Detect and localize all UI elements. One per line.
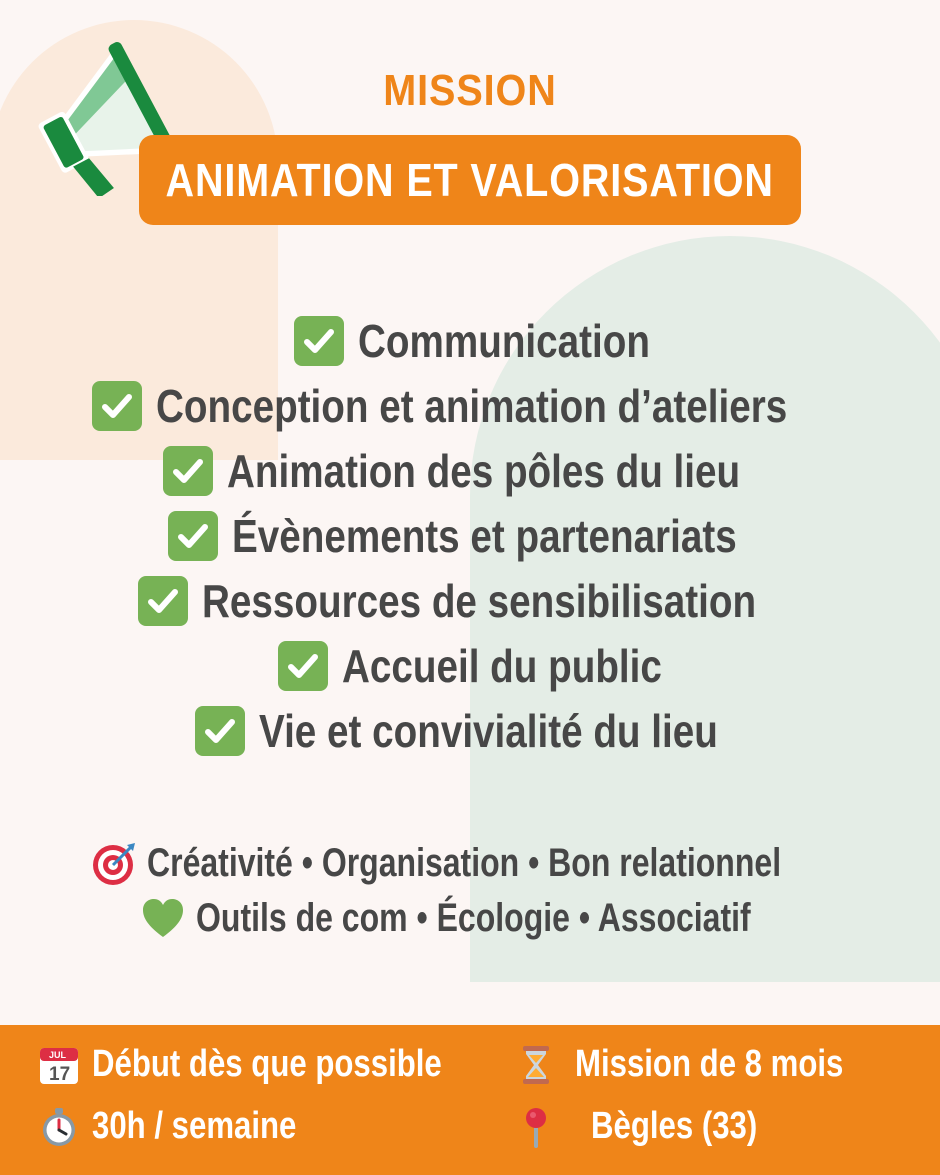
task-label: Ressources de sensibilisation [202,574,757,627]
check-mark-icon [294,316,344,366]
task-item [163,438,778,503]
task-item [195,698,745,763]
task-label: Conception et animation d’ateliers [156,379,788,432]
target-icon [91,841,137,887]
location-info [515,1105,794,1148]
check-mark-icon [92,381,142,431]
task-item [294,308,651,373]
start-info [38,1043,519,1086]
check-mark-icon [278,641,328,691]
green-heart-icon [140,896,186,942]
skills-interests: Outils de com • Écologie • Associatif [196,896,752,940]
task-label: Accueil du public [341,639,662,692]
task-item [138,568,802,633]
duration-info [515,1043,902,1086]
task-item [168,503,773,568]
pin-icon [515,1106,557,1148]
start-text: Début dès que possible [92,1043,442,1085]
hours-info [38,1105,341,1148]
task-label: Communication [358,314,651,367]
mission-title: ANIMATION ET VALORISATION [165,154,775,206]
hours-text: 30h / semaine [92,1105,297,1147]
check-mark-icon [195,706,245,756]
calendar-month: JUL [49,1049,67,1060]
mission-title-banner [139,135,801,225]
task-label: Vie et convivialité du lieu [258,704,718,757]
skills-line [91,836,850,891]
task-item [92,373,847,438]
task-item [278,633,663,698]
stopwatch-icon [38,1106,80,1148]
task-label: Évènements et partenariats [231,509,737,562]
task-label: Animation des pôles du lieu [226,444,740,497]
hourglass-icon [515,1044,557,1086]
skills-section [0,836,940,946]
location-text: Bègles (33) [591,1105,758,1147]
check-mark-icon [138,576,188,626]
calendar-day: 17 [49,1063,71,1085]
check-mark-icon [163,446,213,496]
mission-kicker: MISSION [383,66,557,115]
footer-info-bar [0,1025,940,1175]
check-mark-icon [168,511,218,561]
skills-soft: Créativité • Organisation • Bon relationnel [146,841,781,885]
skills-line [140,891,799,946]
task-list [0,308,940,763]
calendar-icon [38,1044,80,1086]
duration-text: Mission de 8 mois [575,1043,844,1085]
